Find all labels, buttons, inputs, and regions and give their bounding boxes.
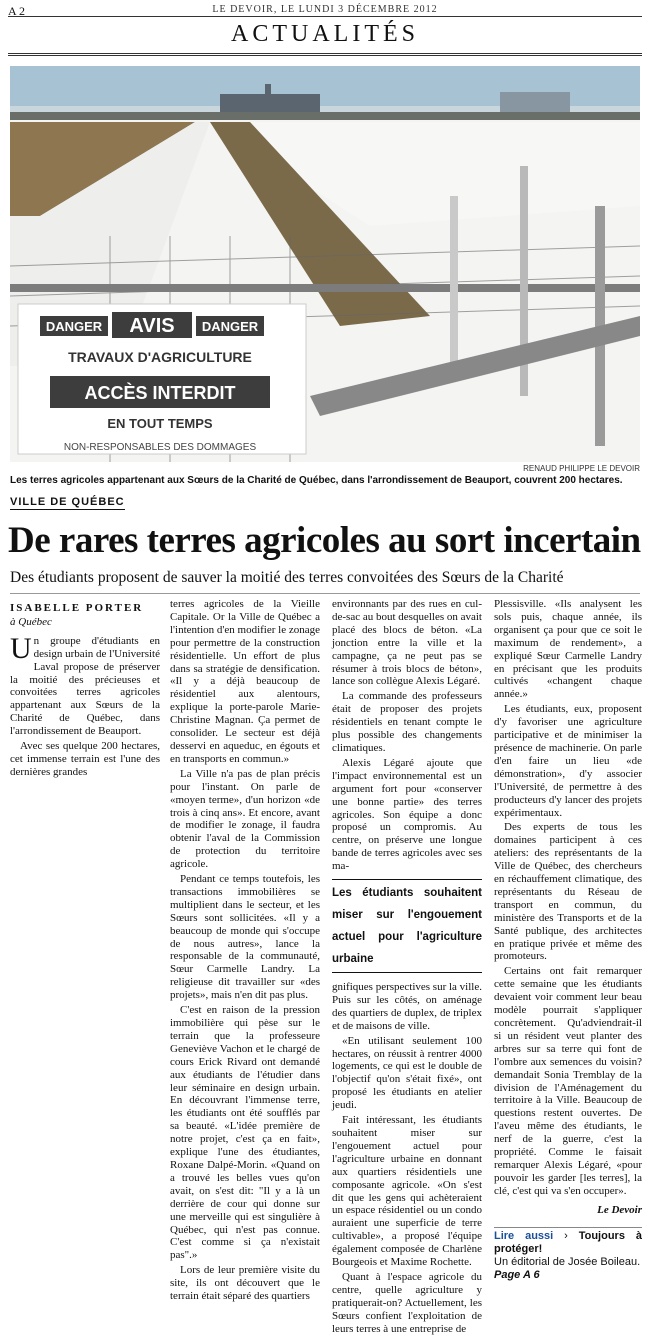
sign-avis: AVIS	[129, 315, 175, 337]
signature: Le Devoir	[597, 1203, 642, 1216]
paragraph: C'est en raison de la pression immobilière qui pèse sur le terrain que la professeure Geneviève Vachon et le chargé de cours Erick Rivard ont demandé aux étudiants de l'étudier dans leur séminaire en design urbain. En découvrant l'immense terre, les étudiants ont été soufflés par sa beauté. «L'idée première de notre projet, c'est ça en fait», explique l'une des étudiantes, Roxane Dalpé-Morin. «Quand on a trouvé les belles vues qu'on avait, on s'est dit: "Il y a là un derrière de cour qui donne sur une merveille qui est singulière à Québec, qui n'est pas connue. C'est comme si ça n'existait pas".»	[170, 1004, 320, 1262]
read-also-label: Lire aussi	[494, 1229, 554, 1242]
article-column-3	[332, 598, 482, 1338]
drop-cap: U	[10, 631, 32, 665]
read-also-text: Un éditorial de Josée Boileau.	[494, 1255, 641, 1268]
section-banner	[8, 16, 642, 56]
photo-caption: Les terres agricoles appartenant aux Sœurs de la Charité de Québec, dans l'arrondissement de Beauport, couvrent 200 hectares.	[10, 475, 623, 486]
dateline: à Québec	[10, 615, 52, 628]
paragraph: La Ville n'a pas de plan précis pour l'instant. On parle de «moyen terme», d'un horizon «de trois à cinq ans». Et encore, avant de modifier le zonage, il faudra obtenir l'aval de la Commission de protection du territoire agricole.	[170, 767, 320, 871]
article-column-2	[170, 598, 320, 1305]
article-headline: De rares terres agricoles au sort incertain	[8, 520, 641, 561]
article-deck: Des étudiants proposent de sauver la moitié des terres convoitées des Sœurs de la Charité	[10, 569, 564, 586]
photo-credit: RENAUD PHILIPPE LE DEVOIR	[523, 464, 640, 473]
paragraph: Les étudiants, eux, proposent d'y favoriser une agriculture participative et de minimiser la présence de machinerie. On parle d'en faire un lieu «de démonstration», d'y associer l'Université, de permettre à des producteurs d'y lancer des projets expérimentaux.	[494, 703, 642, 819]
paragraph: terres agricoles de la Vieille Capitale. Or la Ville de Québec a l'intention d'en modifier le zonage pour permettre de la construction résidentielle. Un effort de plus dans sa stratégie de densification. «Il y a déjà beaucoup de résidentiel aux alentours, explique la porte-parole Marie-Christine Magnan. Ça permet de consolider. Le secteur est déjà desservi en aqueduc, en égouts et en transports en commun.»	[170, 598, 320, 765]
paragraph: Quant à l'espace agricole du centre, quelle agriculture y pratiquerait-on? Actuellement, les Sœurs confient l'exploitation de leurs terres à une entreprise de	[332, 1270, 482, 1335]
news-photo	[10, 66, 640, 462]
article-column-1	[10, 598, 160, 781]
paragraph: Lors de leur première visite du site, ils ont découvert que le terrain était séparé des quartiers	[170, 1264, 320, 1303]
sign-danger-left: DANGER	[45, 319, 103, 334]
paragraph: environnants par des rues en cul-de-sac au bout desquelles on avait placé des blocs de béton. «La jonction entre la ville et la campagne, ça ne peut pas se résumer à trois blocs de béton», lance son collègue Alexis Légaré.	[332, 598, 482, 688]
paragraph: Des experts de tous les domaines participent à ces ateliers: des représentants de la Ville de Québec, des chercheurs en réchauffement climatique, des représentants du Réseau de transport en commun, du ministère des Transports et de la Santé publique, des architectes en pratique privée et même des promoteurs.	[494, 821, 642, 963]
paragraph: La commande des professeurs était de proposer des projets résidentiels en tenant compte le plus possible des changements climatiques.	[332, 690, 482, 754]
page-number: A 2	[8, 4, 26, 18]
article-column-4	[494, 598, 642, 1282]
read-also-page: Page A 6	[494, 1268, 540, 1281]
arrow-icon: ›	[564, 1229, 579, 1242]
paragraph: «En utilisant seulement 100 hectares, on réussit à rentrer 4000 logements, ce qui est le double de l'objectif qu'on s'était fixé», ont proposé les étudiants en atelier jeudi.	[332, 1034, 482, 1112]
pull-quote: Les étudiants souhaitent miser sur l'engouement actuel pour l'agriculture urbaine	[332, 879, 482, 973]
read-also-title[interactable]: Toujours à protéger!	[494, 1229, 642, 1255]
paragraph: gnifiques perspectives sur la ville. Puis sur les côtés, on aménage des quartiers de duplex, de triplex et de maisons de ville.	[332, 981, 482, 1032]
deck-divider	[10, 593, 640, 594]
paragraph: Pendant ce temps toutefois, les transactions immobilières se multiplient dans le secteur, et les Sœurs sont sollicitées. «Il y a beaucoup de monde qui s'occupe de nous autres», lance la responsable de la communauté, Sœur Carmelle Landry. La religieuse dit travailler sur «des projets», mais n'en dit pas plus.	[170, 873, 320, 1002]
paragraph: Avec ses quelque 200 hectares, cet immense terrain est l'une des dernières grandes	[10, 740, 160, 778]
sign-danger-right: DANGER	[201, 319, 259, 334]
paragraph: Fait intéressant, les étudiants souhaitent miser sur l'engouement actuel pour l'agriculture urbaine en donnant aux quartiers résidentiels une composante agricole. «On s'est dit que les gens qui achèteraient un espace résidentiel ou un condo auraient une superficie de terre cultivable», a proposé l'équipe également composée de Charlène Bourgeois et Maxime Rochette.	[332, 1114, 482, 1269]
paragraph: Plessisville. «Ils analysent les sols puis, chaque année, ils organisent ça pour que ce soit le maximum de rendement», a expliqué Sœur Carmelle Landry en précisant que les produits cultivés «changent chaque année.»	[494, 598, 642, 701]
sign-line-2: ACCÈS INTERDIT	[84, 383, 236, 403]
paragraph: Alexis Légaré ajoute que l'impact environnemental est un argument fort pour «conserver une bonne partie» des terres agricoles. Son équipe a donc proposé un compromis. Au centre, on préserve une longue bande de terres agricoles avec ses ma-	[332, 756, 482, 873]
article-kicker: VILLE DE QUÉBEC	[10, 496, 125, 508]
sign-line-4: NON-RESPONSABLES DES DOMMAGES	[63, 442, 257, 453]
section-title: ACTUALITÉS	[231, 21, 419, 47]
sign-line-3: EN TOUT TEMPS	[107, 416, 213, 431]
byline: ISABELLE PORTER	[10, 602, 144, 614]
lead-paragraph: Un groupe d'étudiants en design urbain de l'Université Laval propose de préserver la moitié des précieuses et convoitées terres agricoles appartenant aux Sœurs de la Charité de Québec, dans l'arrondissement de Beauport.	[10, 631, 160, 738]
farmland-photo	[10, 66, 640, 462]
sign-line-1: TRAVAUX D'AGRICULTURE	[68, 349, 252, 365]
running-head-title: LE DEVOIR, LE LUNDI 3 DÉCEMBRE 2012	[212, 4, 438, 15]
paragraph: Certains ont fait remarquer cette semaine que les étudiants devaient voir comment leur beau modèle pourrait s'appliquer concrètement. Qu'adviendrait-il si un résident veut planter des arbres sur sa terre qui font de l'ombre aux semences du voisin? demandait Sonia Tremblay de la division de l'Aménagement du territoire à la Ville. Beaucoup de questions restent ouvertes. De l'aveu même des étudiants, le nerf de la guerre, c'est la propriété. Comme le faisait remarquer Alexis Légaré, «pour pouvoir les garder [les terres], la clé, c'est qui va s'en occuper».	[494, 965, 642, 1197]
read-also-box[interactable]	[494, 1227, 642, 1282]
